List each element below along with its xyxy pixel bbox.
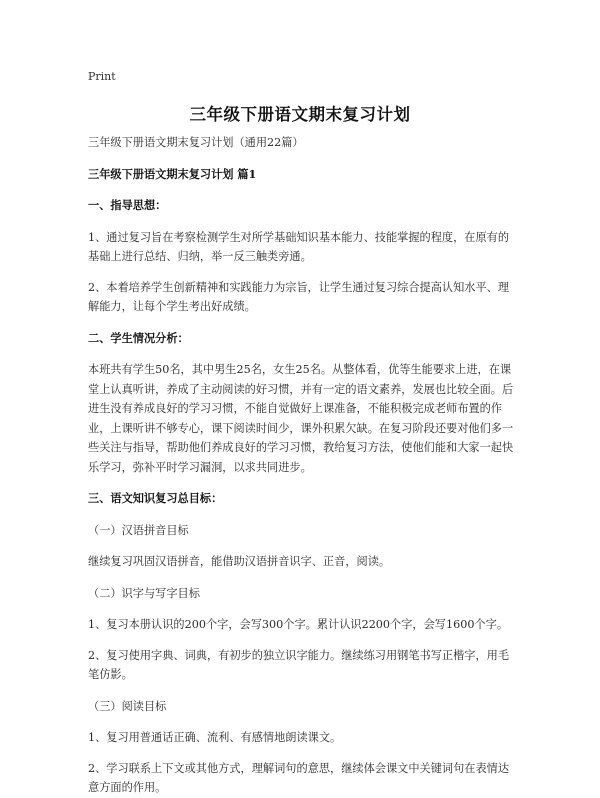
- section3-heading: 三、语文知识复习总目标：: [88, 491, 223, 505]
- section2-heading: 二、学生情况分析：: [88, 330, 189, 345]
- part-title: 三年级下册语文期末复习计划 篇1: [88, 166, 257, 181]
- subsection-reading-paragraph-1: 1、复习用普通话正确、流利、有感情地朗读课文。: [88, 731, 342, 744]
- document-body: [88, 133, 520, 798]
- print-link[interactable]: Print: [88, 70, 116, 83]
- subsection-reading-heading: （三）阅读目标: [88, 699, 167, 713]
- subsection-pinyin-heading: （一）汉语拼音目标: [88, 523, 189, 537]
- subsection-writing-paragraph-1: 1、复习本册认识的200个字，会写300个字。累计认识2200个字，会写1600个字。: [88, 618, 509, 631]
- subsection-writing-heading: （二）识字与写字目标: [88, 586, 200, 600]
- subsection-pinyin-paragraph: 继续复习巩固汉语拼音，能借助汉语拼音识字、正音，阅读。: [88, 555, 391, 568]
- section1-paragraph-2: 2、本着培养学生创新精神和实践能力为宗旨，让学生通过复习综合提高认知水平、理解能力，让每个学生考出好成绩。: [88, 280, 510, 313]
- section1-paragraph-1: 1、通过复习旨在考察检测学生对所学基础知识基本能力、技能掌握的程度，在原有的基础上进行总结、归纳，举一反三触类旁通。: [88, 230, 510, 263]
- page-title: 三年级下册语文期末复习计划: [189, 105, 411, 124]
- section2-paragraph-1: 本班共有学生50名，其中男生25名，女生25名。从整体看，优等生能要求上进，在课堂上认真听讲，养成了主动阅读的好习惯，并有一定的语文素养，发展也比较全面。后进生没有养成良好的学习习惯，不能自觉做好上课准备，不能积极完成老师布置的作业，上课听讲不够专心，课下阅读时间少，课外积累欠缺。在复习阶段还要对他们多一些关注与指导，帮助他们养成良好的学习习惯，教给复习方法，使他们能和大家一起快乐学习，弥补平时学习漏洞，以求共同进步。: [88, 363, 514, 474]
- section1-heading: 一、指导思想：: [88, 198, 167, 212]
- subsection-writing-paragraph-2: 2、复习使用字典、词典，有初步的独立识字能力。继续练习用钢笔书写正楷字，用毛笔仿影。: [88, 648, 510, 681]
- subsection-reading-paragraph-2: 2、学习联系上下文或其他方式，理解词句的意思，继续体会课文中关键词句在表情达意方面的作用。: [88, 761, 510, 794]
- document-subtitle: 三年级下册语文期末复习计划（通用22篇）: [88, 136, 304, 149]
